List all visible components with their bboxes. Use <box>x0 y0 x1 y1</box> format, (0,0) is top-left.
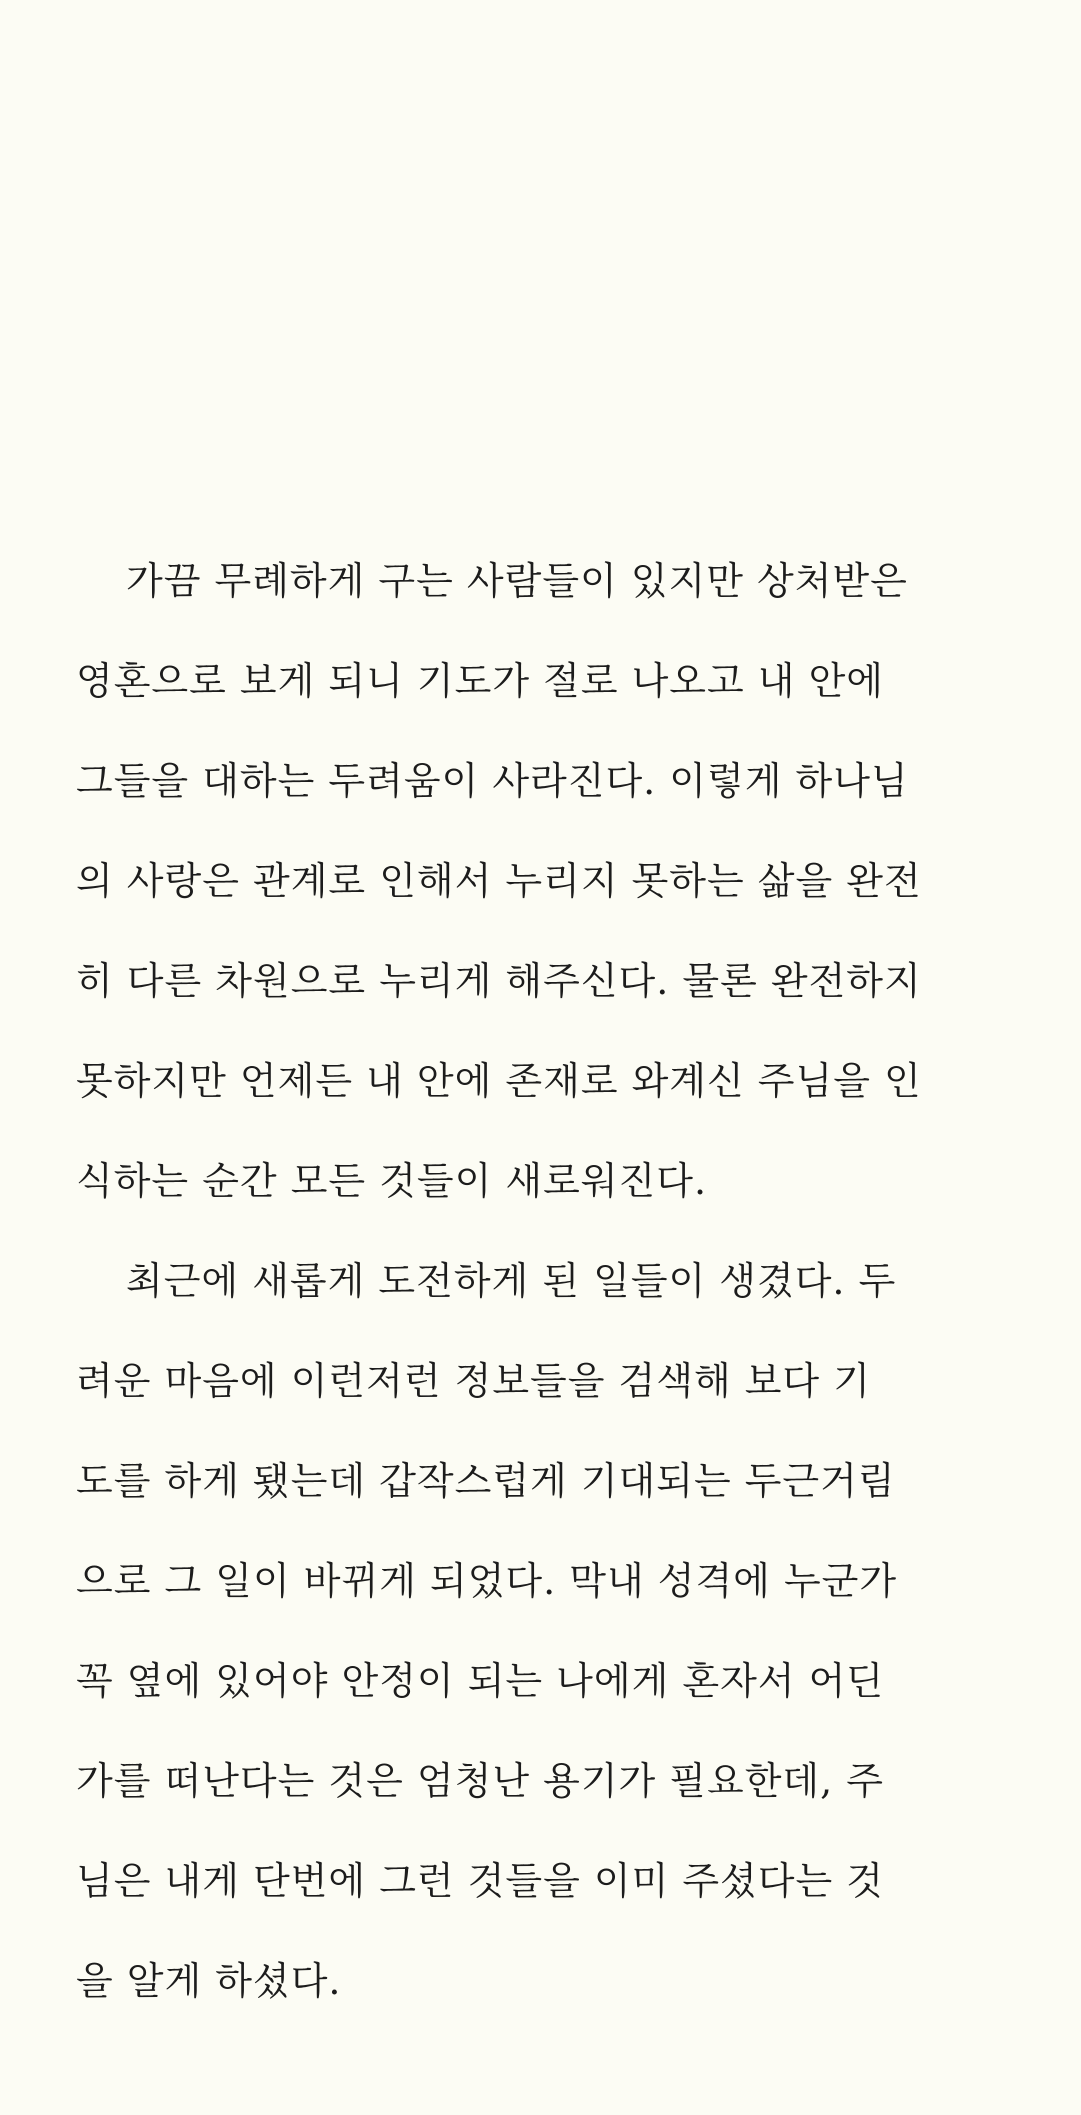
paragraph-1-line-4: 의 사랑은 관계로 인해서 누리지 못하는 삶을 완전 <box>76 859 922 903</box>
paragraph-2-line-5: 꼭 옆에 있어야 안정이 되는 나에게 혼자서 어딘 <box>76 1659 885 1703</box>
paragraph-2-line-6: 가를 떠난다는 것은 엄청난 용기가 필요한데, 주 <box>76 1759 885 1803</box>
paragraph-1-line-7: 식하는 순간 모든 것들이 새로워진다. <box>76 1159 708 1203</box>
paragraph-1-line-6: 못하지만 언제든 내 안에 존재로 와계신 주님을 인 <box>76 1059 922 1103</box>
paragraph-1-line-1: 가끔 무례하게 구는 사람들이 있지만 상처받은 <box>126 559 908 603</box>
paragraph-1-line-2: 영혼으로 보게 되니 기도가 절로 나오고 내 안에 <box>76 659 885 703</box>
paragraph-2-line-7: 님은 내게 단번에 그런 것들을 이미 주셨다는 것 <box>76 1859 885 1903</box>
paragraph-2-line-3: 도를 하게 됐는데 갑작스럽게 기대되는 두근거림 <box>76 1459 896 1503</box>
paragraph-1-line-3: 그들을 대하는 두려움이 사라진다. 이렇게 하나님 <box>76 759 909 803</box>
paragraph-2-line-2: 려운 마음에 이런저런 정보들을 검색해 보다 기 <box>76 1359 871 1403</box>
body-text <box>76 546 994 2046</box>
paragraph-1-line-5: 히 다른 차원으로 누리게 해주신다. 물론 완전하지 <box>76 959 922 1003</box>
paragraph-2-line-1: 최근에 새롭게 도전하게 된 일들이 생겼다. 두 <box>126 1259 897 1303</box>
paragraph-2-line-4: 으로 그 일이 바뀌게 되었다. 막내 성격에 누군가 <box>76 1559 898 1603</box>
paragraph-2-line-8: 을 알게 하셨다. <box>76 1959 342 2003</box>
